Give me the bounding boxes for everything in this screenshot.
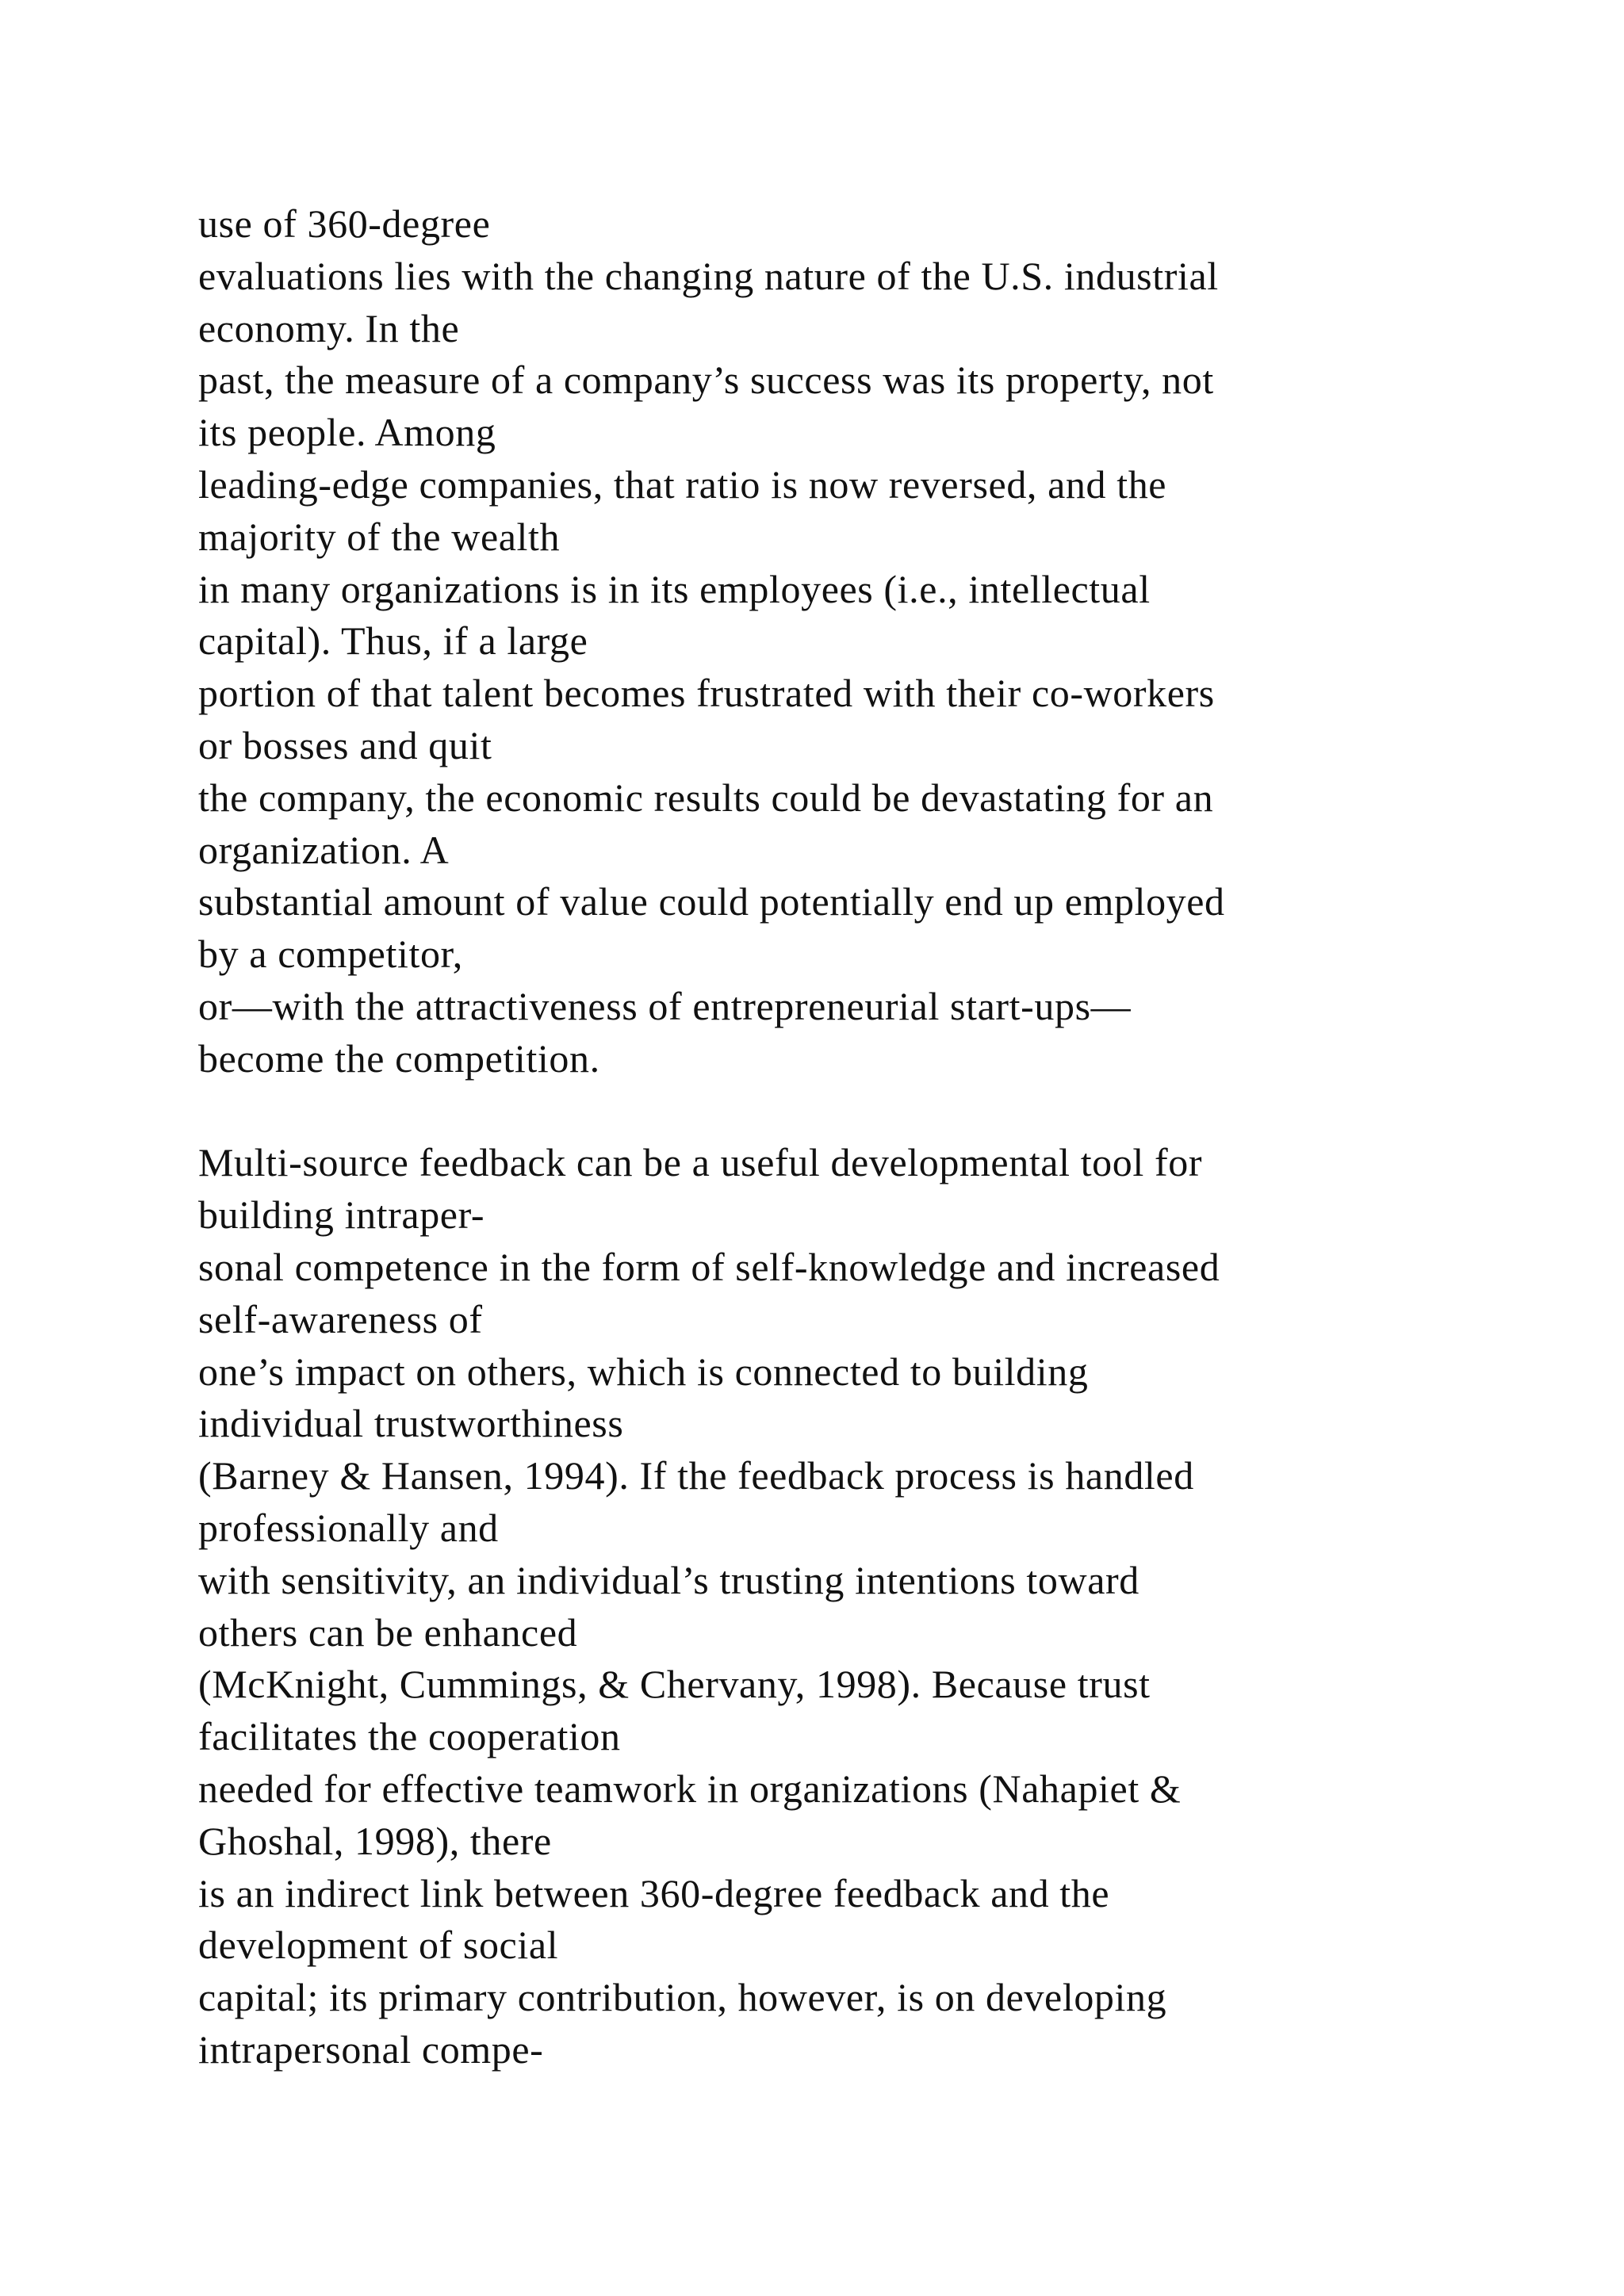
- text-line: building intraper-: [198, 1192, 485, 1238]
- text-line: in many organizations is in its employees (i.e., intellectual: [198, 566, 1151, 611]
- text-line: past, the measure of a company’s success was its property, not: [198, 358, 1214, 403]
- text-line: self-awareness of: [198, 1296, 483, 1341]
- paragraph-1: [198, 198, 1467, 1085]
- text-line: facilitates the cooperation: [198, 1714, 621, 1759]
- text-line: professionally and: [198, 1505, 499, 1550]
- text-line: by a competitor,: [198, 932, 463, 977]
- text-line: leading-edge companies, that ratio is now reversed, and the: [198, 461, 1167, 507]
- text-line: capital). Thus, if a large: [198, 618, 588, 664]
- text-line: individual trustworthiness: [198, 1401, 624, 1446]
- paragraph-gap: [198, 1085, 1467, 1138]
- text-line: portion of that talent becomes frustrated with their co-workers: [198, 671, 1215, 716]
- text-line: one’s impact on others, which is connected to building: [198, 1349, 1089, 1394]
- text-line: development of social: [198, 1923, 559, 1968]
- text-line: or bosses and quit: [198, 722, 492, 767]
- text-line: use of 360-degree: [198, 201, 491, 246]
- text-line: become the competition.: [198, 1035, 600, 1081]
- text-line: with sensitivity, an individual’s trusting intentions toward: [198, 1557, 1139, 1602]
- text-line: Ghoshal, 1998), there: [198, 1818, 552, 1863]
- document-text: [198, 198, 1467, 2076]
- text-line: its people. Among: [198, 410, 496, 455]
- text-line: is an indirect link between 360-degree feedback and the: [198, 1870, 1110, 1915]
- text-line: the company, the economic results could be devastating for an: [198, 775, 1214, 820]
- text-line: evaluations lies with the changing nature of the U.S. industrial: [198, 253, 1219, 298]
- text-line: sonal competence in the form of self-knowledge and increased: [198, 1244, 1220, 1289]
- text-line: (Barney & Hansen, 1994). If the feedback process is handled: [198, 1453, 1194, 1498]
- text-line: organization. A: [198, 827, 450, 872]
- text-line: intrapersonal compe-: [198, 2026, 544, 2072]
- text-line: or—with the attractiveness of entrepreneurial start-ups—: [198, 983, 1132, 1028]
- text-line: capital; its primary contribution, however, is on developing: [198, 1975, 1167, 2020]
- text-line: others can be enhanced: [198, 1609, 578, 1655]
- text-line: (McKnight, Cummings, & Chervany, 1998). Because trust: [198, 1662, 1151, 1707]
- text-line: Multi-source feedback can be a useful developmental tool for: [198, 1140, 1203, 1185]
- paragraph-2: [198, 1137, 1467, 2076]
- text-line: economy. In the: [198, 305, 460, 350]
- text-line: needed for effective teamwork in organizations (Nahapiet &: [198, 1766, 1182, 1811]
- text-line: majority of the wealth: [198, 514, 561, 559]
- text-line: substantial amount of value could potentially end up employed: [198, 879, 1225, 924]
